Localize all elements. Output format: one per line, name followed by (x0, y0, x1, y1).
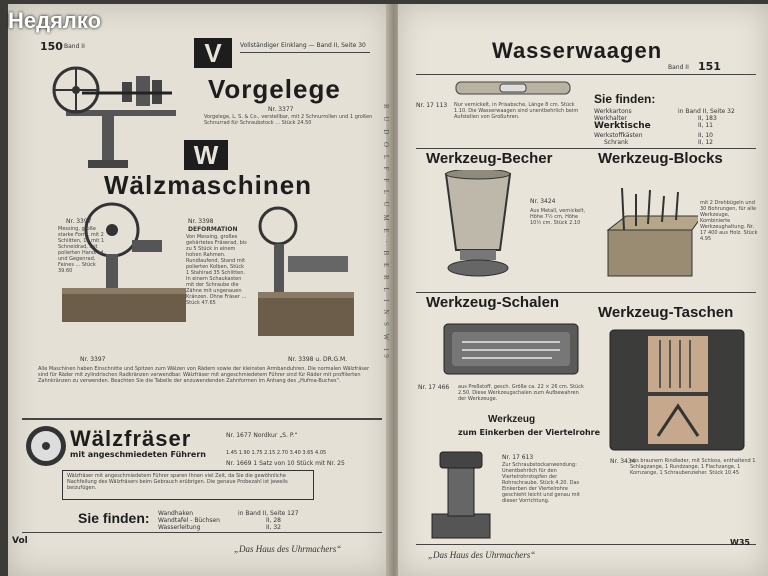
title-vorgelege: Vorgelege (208, 74, 341, 104)
sie-finden-right: Sie finden: (594, 92, 656, 106)
item-b-title: DEFORMATION (188, 226, 238, 233)
rfind-ref-3: II, 10 (698, 132, 713, 139)
catalog-book (8, 4, 768, 576)
item-b-desc: Von Messing, großes gehärtetes Fräserad, bis zu 5 Stück in einem hohen Rahmen. Rundlaufend, Stand mit polierten Kolben, Stück 1 Stahlrad 35 Schlitten. In einem Schaukasten mit der Schraube die Zähne mit ungenauen Kränzen. Ohne Fräser ... Stück 47.65 (186, 234, 247, 306)
page-number: 150 (40, 40, 63, 53)
footer-motto-left: „Das Haus des Uhrmachers“ (234, 544, 342, 554)
walzfraser-nr2: Nr. 1669 1 Satz von 10 Stück mit Nr. 25 (226, 460, 345, 467)
taschen-illustration (608, 326, 748, 454)
schalen-nr: Nr. 17 466 (418, 384, 450, 391)
footer-motto-right: „Das Haus des Uhrmachers“ (428, 550, 536, 560)
walzfraser-illustration (24, 424, 68, 468)
walzfraser-subtitle: mit angeschmiedeten Führern (70, 450, 206, 459)
walz-paragraph: Alle Maschinen haben Einschnitte und Spitzen zum Wälzen von Rädern sowie der kleinsten Armbanduhren. Die normalen Wälzfräser sind für Räder mit zylindrischen Radkränzen verwendbar. Wälzfräser mit angeschmiedetem Führer sind für Räder mit profilierten Zahnkränzen zu verwenden. Beachten Sie die Tabelle der anzuwendenden Zahnformen im Anhang des „Hufma-Buches“. (38, 366, 370, 384)
find-ref-2: II, 32 (266, 524, 281, 531)
becher-nr: Nr. 3424 (530, 198, 556, 205)
walzfraser-note: Wälzfräser mit angeschmiedetem Führer sparen Ihnen viel Zeit, da Sie die gewöhnliche Nachfeilung des Wälzfräsers beim Gebrauch erübrigen. Die genaue Probezahl ist jeweils beizufügen. (67, 473, 288, 491)
walzfraser-note-box (62, 470, 314, 500)
rfind-ref-1: II, 183 (698, 115, 717, 122)
title-blocks: Werkzeug-Blocks (598, 150, 723, 167)
v-logo: V (194, 38, 232, 68)
header-divider-right (416, 74, 756, 75)
rfind-item-3: Werkstoffkästen (594, 132, 643, 139)
section-divider (22, 418, 382, 420)
find-item-0: Wandhaken (158, 510, 194, 517)
rfind-ref-0: in Band II, Seite 32 (678, 108, 735, 115)
footer-right: W35 (730, 538, 750, 547)
schalen-illustration (442, 320, 582, 380)
volume-label: Band II (64, 43, 85, 50)
becher-illustration (438, 170, 518, 280)
kerb-illustration (426, 444, 496, 544)
find-ref-0: in Band II, Seite 127 (238, 510, 299, 517)
taschen-nr: Nr. 3434 (610, 458, 636, 465)
title-schalen: Werkzeug-Schalen (426, 294, 560, 311)
title-kerb: Werkzeug (488, 414, 536, 425)
find-item-1: Wandtafel - Büchsen (158, 517, 220, 524)
caption-a: Nr. 3397 (80, 356, 106, 363)
header-note: Vollständiger Einklang — Band II, Seite 30 (240, 42, 366, 49)
volume-label-right: Band II (668, 64, 689, 71)
vorgelege-illustration (52, 52, 182, 172)
item-a-nr: Nr. 3397 (66, 218, 92, 225)
kerb-nr: Nr. 17 613 (502, 454, 534, 461)
item-a-desc: Messing, große starke Form, mit 2 Schlitten, 10 mit 1 Schneidrad, mit polierten Handrad und Gegenrad, Feines ... Stück 39.60 (58, 226, 105, 274)
rfind-item-4: Schrank (604, 139, 629, 146)
sie-finden-label: Sie finden: (78, 510, 150, 526)
schalen-desc: aus Preßstoff, gesch. Größe ca. 22 × 26 cm. Stück 2.50. Diese Werkzeugschalen zum Aufbewahren der Werkzeuge. (458, 384, 584, 402)
taschen-desc: aus braunem Rindleder, mit Schloss, enthaltend 1 Schlagzange, 1 Rundzange, 1 Flachzange, 1 Kornzange, 1 Schraubenzieher. Stück 10.45 (630, 458, 756, 476)
spine-text-left: R U D O L F F L U M E · B E R L I N S W 19 (382, 104, 390, 361)
blocks-illustration (602, 186, 698, 282)
title-becher: Werkzeug-Becher (426, 150, 553, 167)
footer-divider-right (416, 544, 756, 545)
wasser-desc: Nur vernickelt, in Prisabsche, Länge 8 cm. Stück 1.10. Die Wasserwaagen sind unentbehrlich beim Aufstellen von Großuhren. (454, 102, 579, 120)
header-divider (240, 52, 370, 53)
rfind-item-1: Werkhalter (594, 115, 627, 122)
kerb-subtitle: zum Einkerben der Viertelrohre (458, 428, 601, 437)
title-wasserwaagen: Wasserwaagen (492, 38, 663, 63)
rfind-item-2: Werktische (594, 121, 651, 131)
vorgelege-nr: Nr. 3377 (268, 106, 294, 113)
becher-desc: Aus Metall, vernickelt, Höhe 7½ cm, Höhe 10½ cm. Stück 2.10 (530, 208, 586, 226)
wasser-nr: Nr. 17 113 (416, 102, 448, 109)
left-page (8, 4, 390, 576)
w-logo: W (184, 140, 228, 170)
walzfraser-nr1: Nr. 1677 Nordkur „S. P.“ (226, 432, 298, 439)
footer-divider-left (22, 532, 382, 533)
title-walzfraser: Wälzfräser (70, 426, 192, 451)
becher-divider (416, 148, 756, 149)
schalen-divider (416, 292, 756, 293)
caption-b: Nr. 3398 u. DR.G.M. (288, 356, 348, 363)
title-walzmaschinen: Wälzmaschinen (104, 170, 313, 200)
item-b-nr: Nr. 3398 (188, 218, 214, 225)
rfind-ref-4: II, 12 (698, 139, 713, 146)
watermark-logo: Недялко (8, 8, 102, 33)
find-ref-1: II, 28 (266, 517, 281, 524)
page-number-right: 151 (698, 60, 721, 73)
walzfraser-prices: 1.45 1.90 1.75 2.15 2.70 3.40 3.65 4.05 (226, 450, 327, 456)
wasserwaage-illustration (454, 76, 574, 100)
vorgelege-desc: Vorgelege, L. S. & Co., verstellbar, mit 2 Schnurrollen und 1 großen Schnurrad für Schraubstock ... Stück 24.50 (204, 114, 373, 126)
right-page (398, 4, 768, 576)
rfind-item-0: Werkkartons (594, 108, 632, 115)
find-item-2: Wasserleitung (158, 524, 201, 531)
blocks-desc: mit 2 Drehbügeln und 30 Bohrungen, für alle Werkzeuge, Kombinierte Werkzeughaltung. Nr. 17 400 aus Holz. Stück 4.95 (700, 200, 758, 242)
rfind-ref-2: II, 11 (698, 122, 713, 129)
walzmaschine-b-illustration (248, 200, 368, 350)
title-taschen: Werkzeug-Taschen (598, 304, 734, 321)
footer-left: Vol (12, 536, 28, 546)
kerb-desc: Zur Schraubstockanwendung: Unentbehrlich für den Viertelrohrstopfen der Rohrschraube. Stück 4.20. Das Einkerben der Viertelrohre geschieht leicht und genau mit dieser Vorrichtung. (502, 462, 580, 504)
